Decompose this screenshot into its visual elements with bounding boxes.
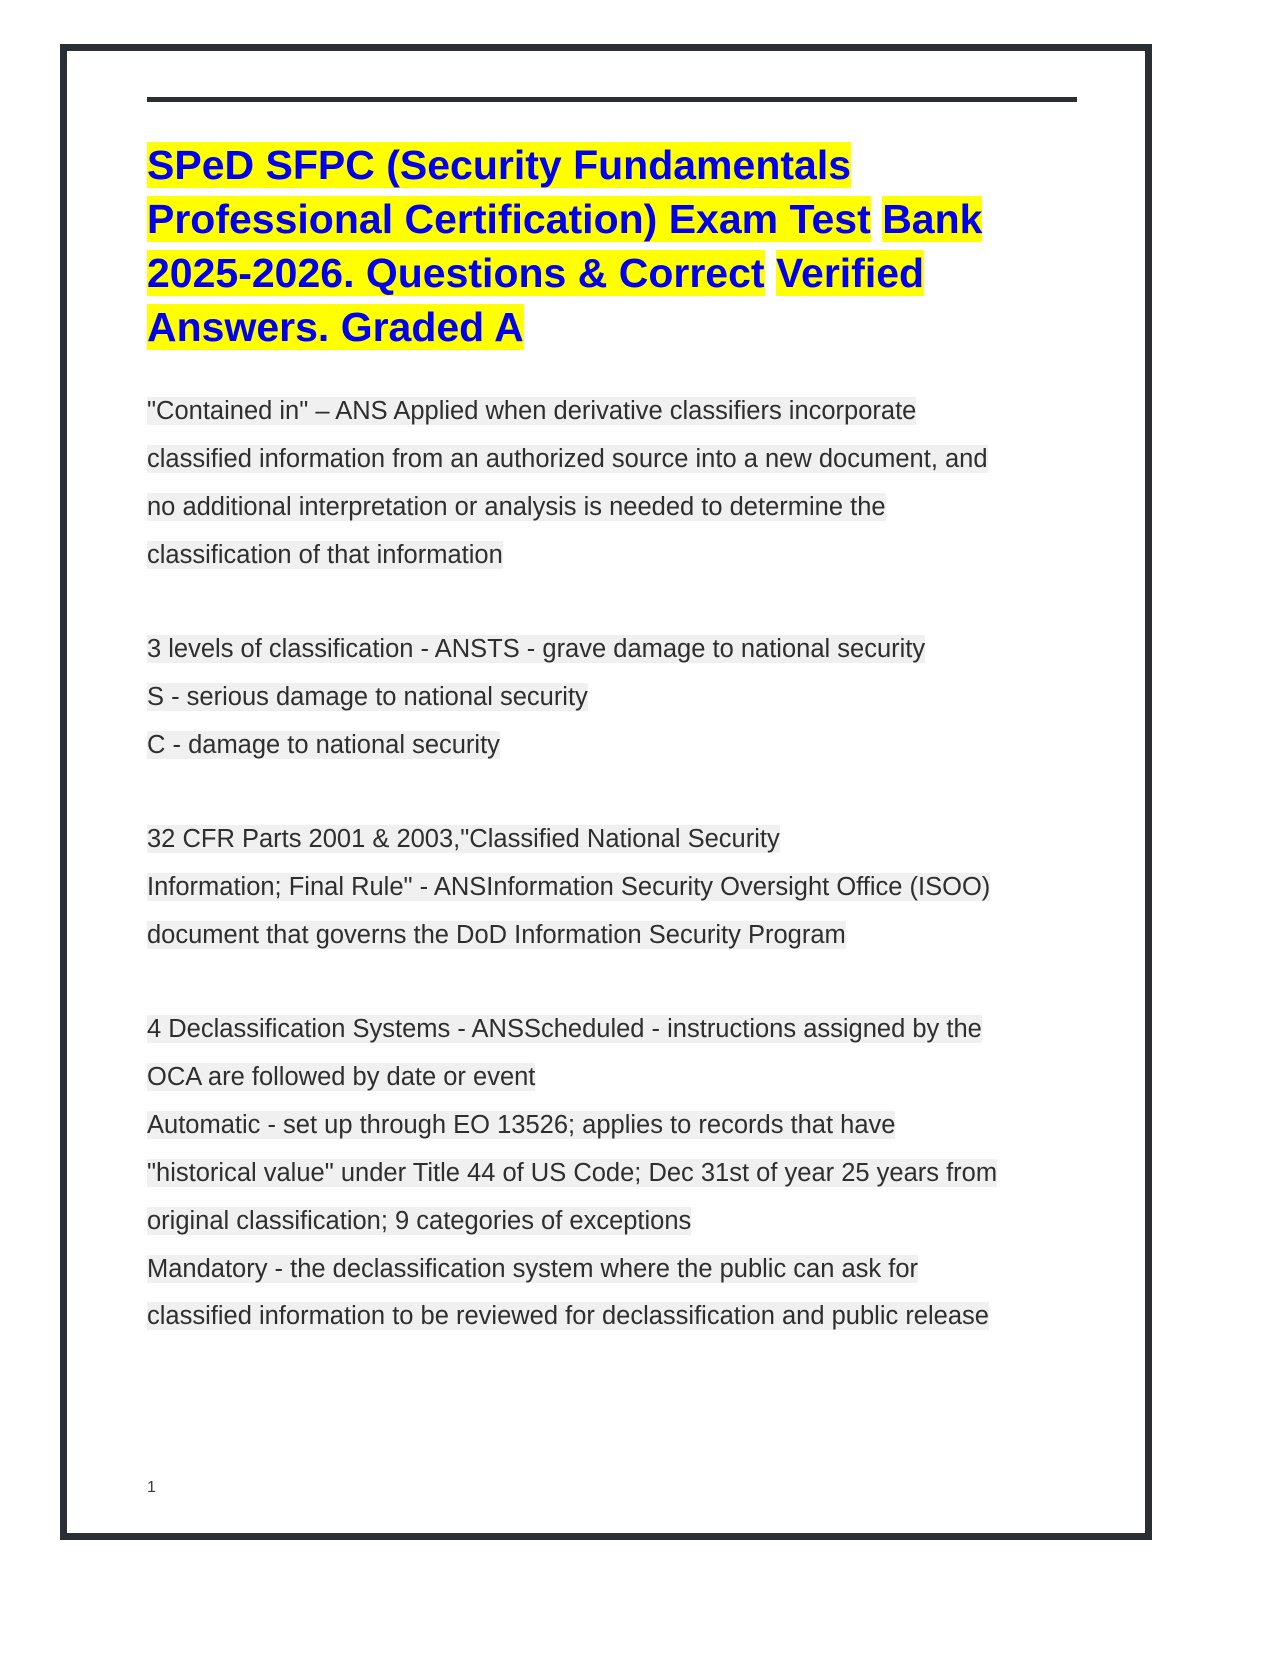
body-line: classified information from an authorized source into a new document, and	[147, 445, 988, 474]
body-line: original classification; 9 categories of exceptions	[147, 1206, 692, 1235]
body-line: OCA are followed by date or event	[147, 1062, 536, 1091]
body-line: Automatic - set up through EO 13526; applies to records that have	[147, 1110, 896, 1139]
paragraph-spacer	[147, 960, 1092, 1006]
page-title	[147, 138, 1007, 354]
body-line: Mandatory - the declassification system where the public can ask for	[147, 1254, 919, 1283]
body-line: Information; Final Rule" - ANSInformation Security Oversight Office (ISOO)	[147, 872, 991, 901]
paragraph-spacer	[147, 580, 1092, 626]
header-divider	[147, 97, 1077, 102]
qa-block-contained-in	[147, 388, 1092, 580]
page-title-line-4: Verified Answers. Graded A	[147, 250, 925, 351]
page-title-line-2: Professional Certification) Exam Test	[147, 196, 871, 243]
body-line: classified information to be reviewed for declassification and public release	[147, 1302, 989, 1331]
body-line: document that governs the DoD Information Security Program	[147, 920, 846, 949]
page-title-line-1: SPeD SFPC (Security Fundamentals	[147, 142, 852, 188]
body-line: classification of that information	[147, 541, 503, 570]
body-line: 3 levels of classification - ANSTS - grave damage to national security	[147, 635, 926, 664]
qa-block-declassification-systems	[147, 1006, 1092, 1342]
qa-block-levels-of-classification	[147, 626, 1092, 770]
body-line: S - serious damage to national security	[147, 683, 588, 712]
document-page-content	[147, 97, 1119, 1517]
body-line: 4 Declassification Systems - ANSScheduled - instructions assigned by the	[147, 1014, 982, 1043]
body-line: 32 CFR Parts 2001 & 2003,"Classified National Security	[147, 825, 780, 853]
paragraph-spacer	[147, 770, 1092, 816]
body-line: no additional interpretation or analysis is needed to determine the	[147, 493, 886, 522]
document-body	[147, 388, 1092, 1341]
qa-block-32-cfr	[147, 816, 1092, 960]
document-page-frame	[60, 44, 1152, 1540]
body-line: C - damage to national security	[147, 731, 500, 760]
body-line: "Contained in" – ANS Applied when derivative classifiers incorporate	[147, 397, 917, 426]
page-title-line-3: Bank 2025-2026. Questions & Correct	[147, 196, 983, 297]
body-line: "historical value" under Title 44 of US Code; Dec 31st of year 25 years from	[147, 1158, 998, 1187]
page-number: 1	[147, 1479, 156, 1496]
